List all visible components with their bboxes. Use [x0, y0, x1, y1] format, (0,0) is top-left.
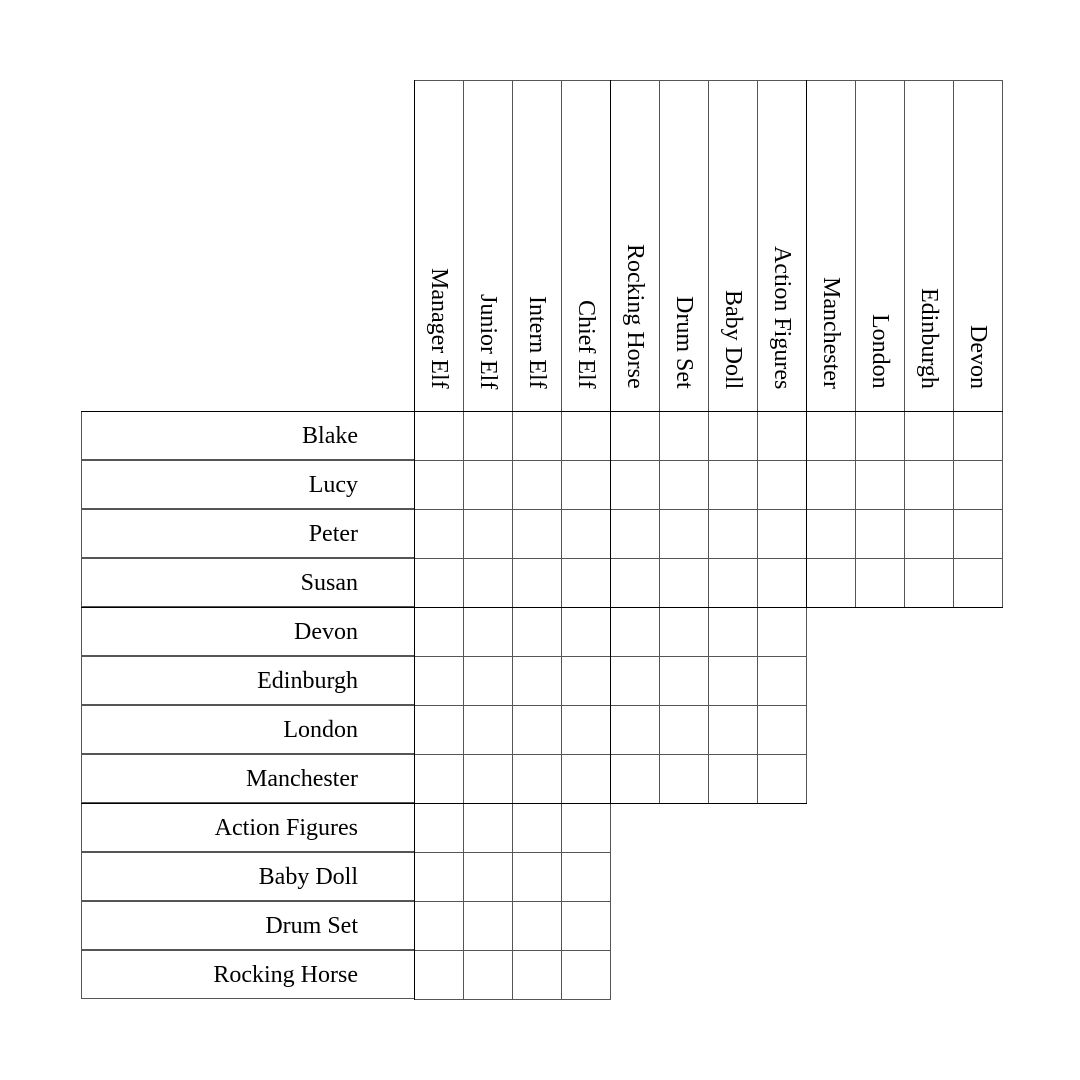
grid-cell[interactable]	[561, 460, 611, 510]
grid-cell[interactable]	[708, 754, 758, 804]
grid-cell[interactable]	[708, 607, 758, 657]
row-label: Rocking Horse	[81, 950, 415, 999]
column-header-label: Baby Doll	[720, 289, 746, 389]
row-label: Peter	[81, 509, 415, 558]
block-divider	[81, 803, 807, 804]
block-divider	[81, 411, 1003, 412]
column-header	[953, 80, 1003, 412]
grid-cell[interactable]	[463, 607, 513, 657]
grid-cell[interactable]	[659, 558, 709, 608]
grid-cell[interactable]	[414, 803, 464, 853]
row-label: Drum Set	[81, 901, 415, 950]
grid-cell[interactable]	[659, 509, 709, 559]
grid-cell[interactable]	[463, 901, 513, 951]
grid-cell[interactable]	[414, 901, 464, 951]
grid-cell[interactable]	[806, 411, 856, 461]
column-header	[561, 80, 611, 412]
column-header	[659, 80, 709, 412]
grid-cell[interactable]	[610, 411, 660, 461]
grid-cell[interactable]	[659, 656, 709, 706]
grid-cell[interactable]	[463, 950, 513, 1000]
grid-cell[interactable]	[904, 411, 954, 461]
column-header	[708, 80, 758, 412]
grid-cell[interactable]	[414, 656, 464, 706]
row-label: Susan	[81, 558, 415, 607]
grid-cell[interactable]	[414, 705, 464, 755]
grid-cell[interactable]	[659, 607, 709, 657]
column-header-label: Rocking Horse	[622, 244, 648, 389]
grid-cell[interactable]	[610, 558, 660, 608]
block-divider	[610, 80, 611, 804]
grid-cell[interactable]	[708, 558, 758, 608]
grid-cell[interactable]	[757, 705, 807, 755]
grid-cell[interactable]	[561, 754, 611, 804]
row-label: Blake	[81, 411, 415, 460]
column-header-label: Devon	[965, 325, 991, 389]
grid-cell[interactable]	[414, 950, 464, 1000]
grid-cell[interactable]	[708, 656, 758, 706]
grid-cell[interactable]	[512, 705, 562, 755]
grid-cell[interactable]	[855, 460, 905, 510]
grid-cell[interactable]	[512, 411, 562, 461]
grid-cell[interactable]	[855, 509, 905, 559]
grid-cell[interactable]	[610, 656, 660, 706]
grid-cell[interactable]	[463, 411, 513, 461]
column-header	[463, 80, 513, 412]
column-header-label: Manchester	[818, 277, 844, 389]
grid-cell[interactable]	[757, 607, 807, 657]
grid-cell[interactable]	[659, 411, 709, 461]
grid-cell[interactable]	[610, 509, 660, 559]
grid-cell[interactable]	[414, 411, 464, 461]
column-header	[806, 80, 856, 412]
grid-cell[interactable]	[659, 705, 709, 755]
grid-cell[interactable]	[561, 509, 611, 559]
grid-cell[interactable]	[659, 460, 709, 510]
row-label: Action Figures	[81, 803, 415, 852]
grid-cell[interactable]	[610, 460, 660, 510]
grid-cell[interactable]	[414, 607, 464, 657]
grid-cell[interactable]	[806, 509, 856, 559]
column-header-label: Drum Set	[671, 296, 697, 389]
column-header	[855, 80, 905, 412]
grid-cell[interactable]	[512, 803, 562, 853]
grid-cell[interactable]	[463, 460, 513, 510]
column-header-label: Manager Elf	[426, 268, 452, 389]
grid-cell[interactable]	[512, 558, 562, 608]
column-header	[414, 80, 464, 412]
column-header-label: Junior Elf	[475, 293, 501, 389]
grid-cell[interactable]	[561, 852, 611, 902]
block-divider	[414, 80, 415, 1000]
row-label: Baby Doll	[81, 852, 415, 901]
column-header	[512, 80, 562, 412]
grid-cell[interactable]	[610, 705, 660, 755]
column-header-label: Edinburgh	[916, 288, 942, 389]
row-label: London	[81, 705, 415, 754]
grid-cell[interactable]	[659, 754, 709, 804]
grid-cell[interactable]	[414, 852, 464, 902]
grid-cell[interactable]	[414, 460, 464, 510]
grid-cell[interactable]	[904, 460, 954, 510]
column-header-label: Chief Elf	[573, 300, 599, 389]
grid-cell[interactable]	[512, 852, 562, 902]
column-header-label: Action Figures	[769, 245, 795, 389]
grid-cell[interactable]	[512, 460, 562, 510]
grid-cell[interactable]	[561, 950, 611, 1000]
grid-cell[interactable]	[512, 509, 562, 559]
grid-cell[interactable]	[953, 558, 1003, 608]
grid-cell[interactable]	[904, 509, 954, 559]
grid-cell[interactable]	[708, 705, 758, 755]
block-divider	[81, 607, 1003, 608]
grid-cell[interactable]	[463, 509, 513, 559]
grid-cell[interactable]	[708, 460, 758, 510]
column-header	[610, 80, 660, 412]
row-label: Edinburgh	[81, 656, 415, 705]
column-header	[904, 80, 954, 412]
grid-cell[interactable]	[561, 656, 611, 706]
column-header	[757, 80, 807, 412]
grid-cell[interactable]	[561, 901, 611, 951]
grid-cell[interactable]	[512, 607, 562, 657]
grid-cell[interactable]	[757, 656, 807, 706]
grid-cell[interactable]	[953, 411, 1003, 461]
grid-cell[interactable]	[561, 705, 611, 755]
grid-cell[interactable]	[855, 411, 905, 461]
grid-cell[interactable]	[610, 607, 660, 657]
grid-cell[interactable]	[708, 509, 758, 559]
grid-cell[interactable]	[414, 509, 464, 559]
grid-cell[interactable]	[463, 705, 513, 755]
grid-cell[interactable]	[512, 656, 562, 706]
grid-cell[interactable]	[757, 754, 807, 804]
grid-cell[interactable]	[561, 411, 611, 461]
grid-cell[interactable]	[512, 950, 562, 1000]
grid-cell[interactable]	[708, 411, 758, 461]
grid-cell[interactable]	[757, 460, 807, 510]
grid-cell[interactable]	[561, 558, 611, 608]
grid-cell[interactable]	[512, 901, 562, 951]
grid-cell[interactable]	[610, 754, 660, 804]
grid-cell[interactable]	[463, 656, 513, 706]
grid-cell[interactable]	[561, 607, 611, 657]
column-header-label: London	[867, 314, 893, 389]
grid-cell[interactable]	[806, 460, 856, 510]
grid-cell[interactable]	[855, 558, 905, 608]
grid-cell[interactable]	[757, 558, 807, 608]
grid-cell[interactable]	[463, 803, 513, 853]
grid-cell[interactable]	[757, 509, 807, 559]
row-label: Devon	[81, 607, 415, 656]
grid-cell[interactable]	[806, 558, 856, 608]
grid-cell[interactable]	[414, 558, 464, 608]
grid-cell[interactable]	[953, 509, 1003, 559]
grid-cell[interactable]	[904, 558, 954, 608]
column-header-label: Intern Elf	[524, 296, 550, 389]
row-label: Manchester	[81, 754, 415, 803]
grid-cell[interactable]	[561, 803, 611, 853]
block-divider	[806, 80, 807, 608]
grid-cell[interactable]	[463, 558, 513, 608]
grid-cell[interactable]	[463, 754, 513, 804]
grid-cell[interactable]	[463, 852, 513, 902]
grid-cell[interactable]	[953, 460, 1003, 510]
row-label: Lucy	[81, 460, 415, 509]
grid-cell[interactable]	[414, 754, 464, 804]
grid-cell[interactable]	[512, 754, 562, 804]
grid-cell[interactable]	[757, 411, 807, 461]
